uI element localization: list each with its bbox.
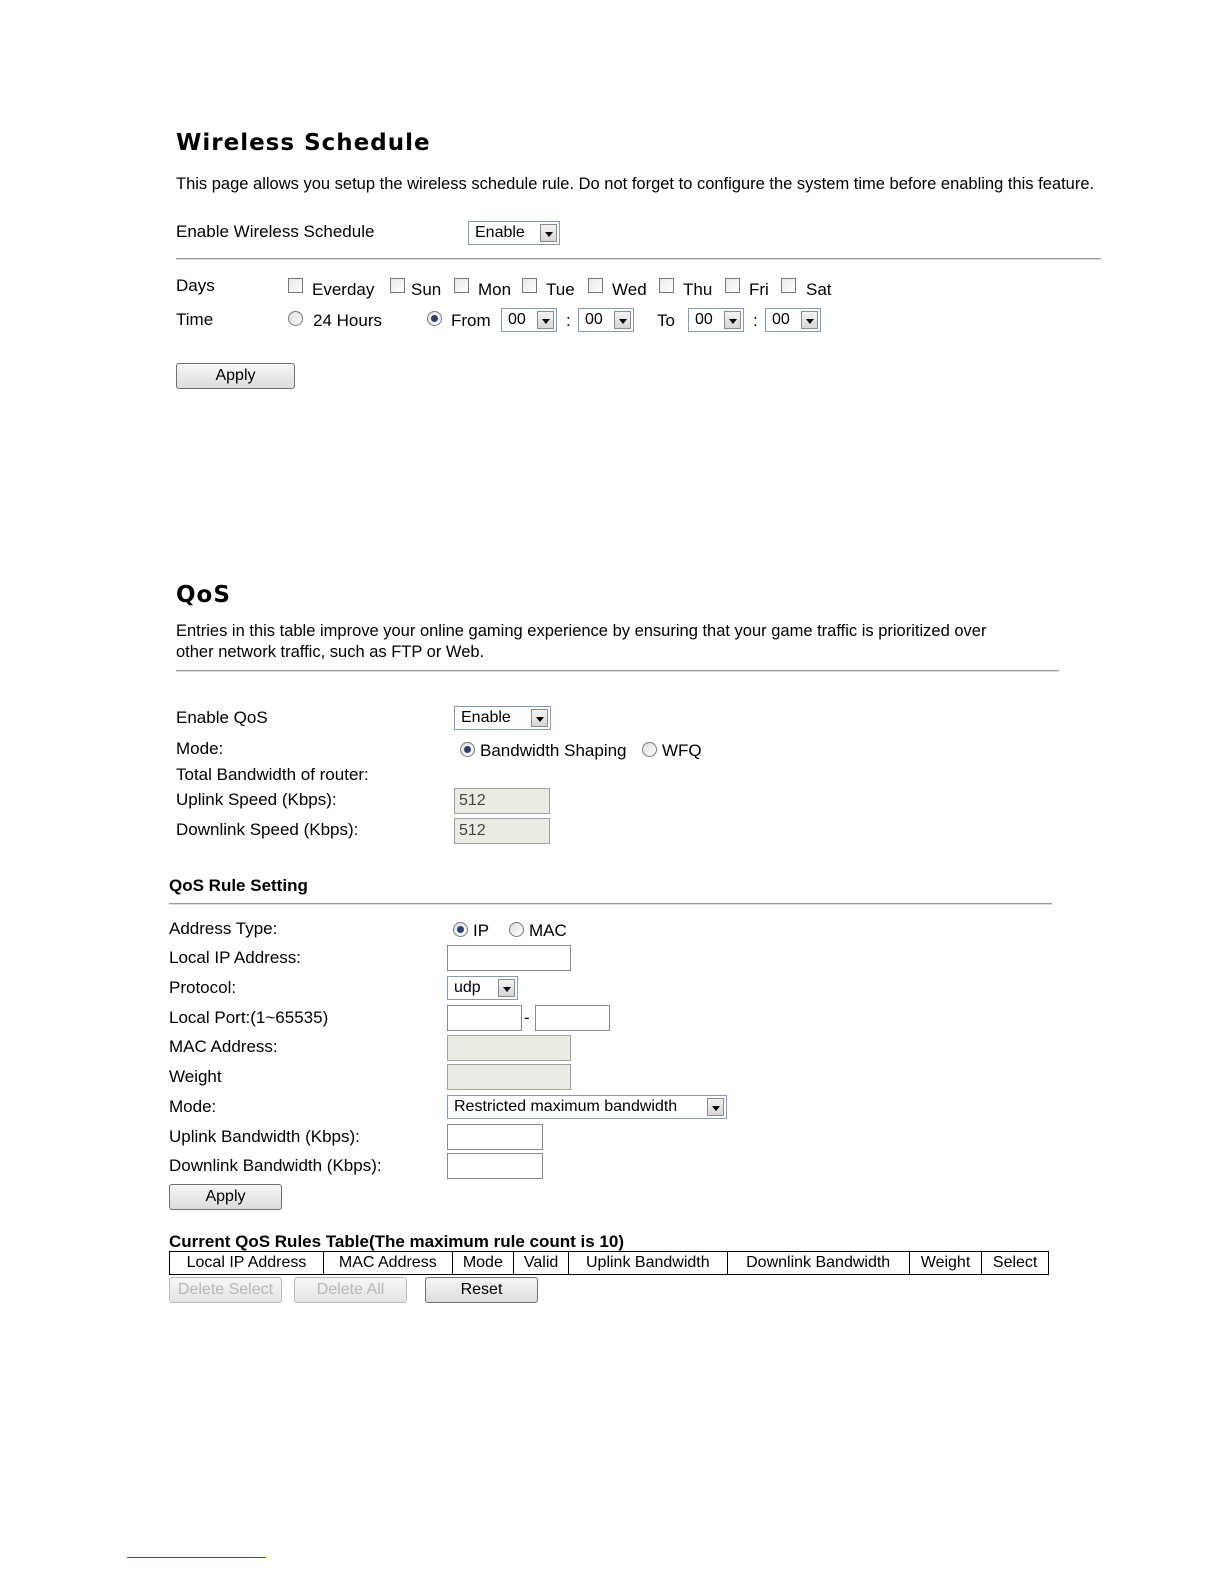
mode-bandwidth-shaping-radio[interactable] <box>460 742 475 757</box>
divider <box>169 903 1052 905</box>
footer-link-underline <box>127 1557 266 1558</box>
to-hour-select[interactable] <box>688 308 744 332</box>
rule-mode-select[interactable] <box>447 1095 727 1119</box>
local-port-end-input[interactable] <box>535 1005 610 1031</box>
chevron-down-icon <box>801 311 818 329</box>
column-mode: Mode <box>452 1252 514 1275</box>
column-uplink-bandwidth: Uplink Bandwidth <box>569 1252 727 1275</box>
select-value: 00 <box>585 311 603 328</box>
day-label-fri: Fri <box>749 280 769 299</box>
column-mac-address: MAC Address <box>324 1252 453 1275</box>
local-port-label: Local Port:(1~65535) <box>169 1008 329 1027</box>
wireless-schedule-title: Wireless Schedule <box>176 130 431 156</box>
from-hour-select[interactable] <box>501 308 557 332</box>
select-value: Restricted maximum bandwidth <box>454 1098 678 1115</box>
local-ip-label: Local IP Address: <box>169 948 301 967</box>
column-downlink-bandwidth: Downlink Bandwidth <box>727 1252 909 1275</box>
address-type-mac-label: MAC <box>529 921 567 940</box>
reset-button[interactable]: Reset <box>425 1277 538 1303</box>
column-weight: Weight <box>909 1252 982 1275</box>
enable-wireless-schedule-select[interactable] <box>468 221 560 245</box>
day-label-sun: Sun <box>411 280 442 299</box>
address-type-mac-radio[interactable] <box>509 922 524 937</box>
delete-all-button[interactable]: Delete All <box>294 1277 407 1303</box>
mode-wfq-radio[interactable] <box>642 742 657 757</box>
enable-qos-select[interactable] <box>454 706 551 730</box>
day-checkbox-everday[interactable] <box>288 278 303 293</box>
chevron-down-icon <box>498 979 515 997</box>
time-label: Time <box>176 310 214 329</box>
day-label-wed: Wed <box>612 280 647 299</box>
from-minute-select[interactable] <box>578 308 634 332</box>
time-from-label: From <box>451 311 491 330</box>
rule-apply-button[interactable]: Apply <box>169 1184 282 1210</box>
day-label-tue: Tue <box>546 280 575 299</box>
rules-table-title: Current QoS Rules Table(The maximum rule count is 10) <box>169 1232 624 1251</box>
qos-rule-setting-title: QoS Rule Setting <box>169 876 308 895</box>
uplink-speed-input[interactable]: 512 <box>454 788 550 814</box>
column-select: Select <box>982 1252 1049 1275</box>
chevron-down-icon <box>537 311 554 329</box>
divider <box>176 258 1101 260</box>
mode-bandwidth-shaping-label: Bandwidth Shaping <box>480 741 627 760</box>
weight-label: Weight <box>169 1067 222 1086</box>
chevron-down-icon <box>531 709 548 727</box>
protocol-label: Protocol: <box>169 978 237 997</box>
qos-title: QoS <box>176 582 231 608</box>
chevron-down-icon <box>614 311 631 329</box>
day-label-sat: Sat <box>806 280 832 299</box>
delete-selected-button[interactable]: Delete Select <box>169 1277 282 1303</box>
day-label-mon: Mon <box>478 280 512 299</box>
time-colon: : <box>753 311 758 330</box>
uplink-speed-label: Uplink Speed (Kbps): <box>176 790 337 809</box>
qos-description-line2: other network traffic, such as FTP or Web. <box>176 643 485 661</box>
to-minute-select[interactable] <box>765 308 821 332</box>
mac-address-label: MAC Address: <box>169 1037 278 1056</box>
day-checkbox-fri[interactable] <box>725 278 740 293</box>
days-label: Days <box>176 276 215 295</box>
day-label-thu: Thu <box>683 280 713 299</box>
mode-wfq-label: WFQ <box>662 741 702 760</box>
time-to-label: To <box>657 311 675 330</box>
qos-rules-table <box>169 1251 1049 1275</box>
select-value: Enable <box>475 224 525 241</box>
downlink-bandwidth-label: Downlink Bandwidth (Kbps): <box>169 1156 382 1175</box>
qos-mode-label: Mode: <box>176 739 224 758</box>
chevron-down-icon <box>724 311 741 329</box>
table-header-row <box>170 1252 1049 1275</box>
day-checkbox-wed[interactable] <box>588 278 603 293</box>
total-bandwidth-label: Total Bandwidth of router: <box>176 765 369 784</box>
mac-address-input[interactable] <box>447 1035 571 1061</box>
select-value: 00 <box>695 311 713 328</box>
local-port-start-input[interactable] <box>447 1005 522 1031</box>
address-type-label: Address Type: <box>169 919 278 938</box>
downlink-speed-input[interactable]: 512 <box>454 818 550 844</box>
address-type-ip-radio[interactable] <box>453 922 468 937</box>
day-checkbox-mon[interactable] <box>454 278 469 293</box>
select-value: udp <box>454 979 481 996</box>
time-from-radio[interactable] <box>427 311 442 326</box>
day-checkbox-sun[interactable] <box>390 278 405 293</box>
select-value: Enable <box>461 709 511 726</box>
uplink-bandwidth-input[interactable] <box>447 1124 543 1150</box>
select-value: 00 <box>508 311 526 328</box>
downlink-bandwidth-input[interactable] <box>447 1153 543 1179</box>
chevron-down-icon <box>707 1098 724 1116</box>
wireless-schedule-description: This page allows you setup the wireless schedule rule. Do not forget to configure the system time before enabling this feature. <box>176 175 1095 193</box>
day-label-everday: Everday <box>312 280 375 299</box>
day-checkbox-tue[interactable] <box>522 278 537 293</box>
weight-input[interactable] <box>447 1064 571 1090</box>
day-checkbox-thu[interactable] <box>659 278 674 293</box>
column-local-ip-address: Local IP Address <box>170 1252 324 1275</box>
local-ip-input[interactable] <box>447 945 571 971</box>
time-24hours-radio[interactable] <box>288 311 303 326</box>
downlink-speed-label: Downlink Speed (Kbps): <box>176 820 359 839</box>
time-colon: : <box>566 311 571 330</box>
day-checkbox-sat[interactable] <box>781 278 796 293</box>
enable-wireless-schedule-label: Enable Wireless Schedule <box>176 222 375 241</box>
qos-description-line1: Entries in this table improve your online gaming experience by ensuring that your game traffic is prioritized over <box>176 622 987 640</box>
select-value: 00 <box>772 311 790 328</box>
uplink-bandwidth-label: Uplink Bandwidth (Kbps): <box>169 1127 360 1146</box>
wireless-apply-button[interactable]: Apply <box>176 363 295 389</box>
divider <box>176 670 1059 672</box>
port-dash: - <box>524 1008 530 1027</box>
time-24hours-label: 24 Hours <box>313 311 382 330</box>
protocol-select[interactable] <box>447 976 518 1000</box>
enable-qos-label: Enable QoS <box>176 708 268 727</box>
address-type-ip-label: IP <box>473 921 490 940</box>
rule-mode-label: Mode: <box>169 1097 217 1116</box>
chevron-down-icon <box>540 224 557 242</box>
column-valid: Valid <box>514 1252 569 1275</box>
